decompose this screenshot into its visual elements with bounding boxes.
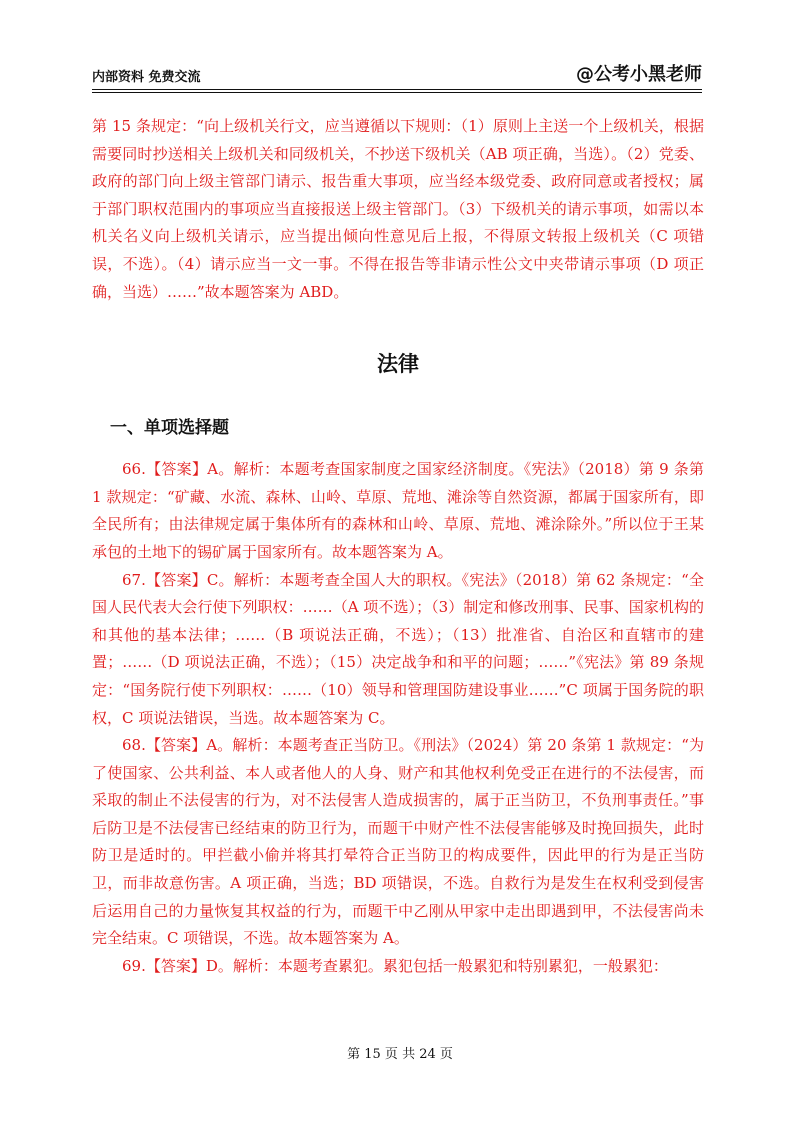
page-header: [92, 60, 702, 88]
section-title: 法律: [377, 352, 419, 377]
header-author-handle: @公考小黑老师: [576, 64, 702, 85]
answer-66: 66.【答案】A。解析：本题考查国家制度之国家经济制度。《宪法》（2018）第 9 条第 1 款规定：“矿藏、水流、森林、山岭、草原、荒地、滩涂等自然资源，都属于国家所有，即全民所有；由法律规定属于集体所有的森林和山岭、草原、荒地、滩涂除外。”所以位于王某承包的土地下的锡矿属于国家所有。故本题答案为 A。: [92, 460, 704, 561]
page-number-footer: 第 15 页 共 24 页: [347, 1047, 453, 1062]
intro-paragraph: 第 15 条规定：“向上级机关行文，应当遵循以下规则：（1）原则上主送一个上级机关，根据需要同时抄送相关上级机关和同级机关，不抄送下级机关（AB 项正确，当选）。（2）党委、政府的部门向上级主管部门请示、报告重大事项，应当经本级党委、政府同意或者授权；属于部门职权范围内的事项应当直接报送上级主管部门。（3）下级机关的请示事项，如需以本机关名义向上级机关请示，应当提出倾向性意见后上报，不得原文转报上级机关（C 项错误，不选）。（4）请示应当一文一事。不得在报告等非请示性公文中夹带请示事项（D 项正确，当选）……”故本题答案为 ABD。: [92, 117, 704, 301]
document-body: [92, 113, 704, 980]
header-confidential-label: 内部资料 免费交流: [92, 70, 201, 85]
answer-68: 68.【答案】A。解析：本题考查正当防卫。《刑法》（2024）第 20 条第 1 款规定：“为了使国家、公共利益、本人或者他人的人身、财产和其他权利免受正在进行的不法侵害，而采取的制止不法侵害的行为，对不法侵害人造成损害的，属于正当防卫，不负刑事责任。”事后防卫是不法侵害已经结束的防卫行为，而题干中财产性不法侵害能够及时挽回损失，此时防卫是适时的。甲拦截小偷并将其打晕符合正当防卫的构成要件，因此甲的行为是正当防卫，而非故意伤害。A 项正确，当选；BD 项错误，不选。自救行为是发生在权利受到侵害后运用自己的力量恢复其权益的行为，而题干中乙刚从甲家中走出即遇到甲，不法侵害尚未完全结束。C 项错误，不选。故本题答案为 A。: [92, 736, 704, 948]
header-divider: [92, 89, 702, 93]
answer-67: 67.【答案】C。解析：本题考查全国人大的职权。《宪法》（2018）第 62 条规定：“全国人民代表大会行使下列职权：……（A 项不选）；（3）制定和修改刑事、民事、国家机构的和其他的基本法律；……（B 项说法正确，不选）；（13）批准省、自治区和直辖市的建置；……（D 项说法正确，不选）；（15）决定战争和和平的问题；……”《宪法》第 89 条规定：“国务院行使下列职权：……（10）领导和管理国防建设事业……”C 项属于国务院的职权，C 项说法错误，当选。故本题答案为 C。: [92, 570, 704, 727]
answer-69: 69.【答案】D。解析：本题考查累犯。累犯包括一般累犯和特别累犯，一般累犯：: [122, 956, 668, 975]
subsection-title: 一、单项选择题: [110, 418, 229, 439]
